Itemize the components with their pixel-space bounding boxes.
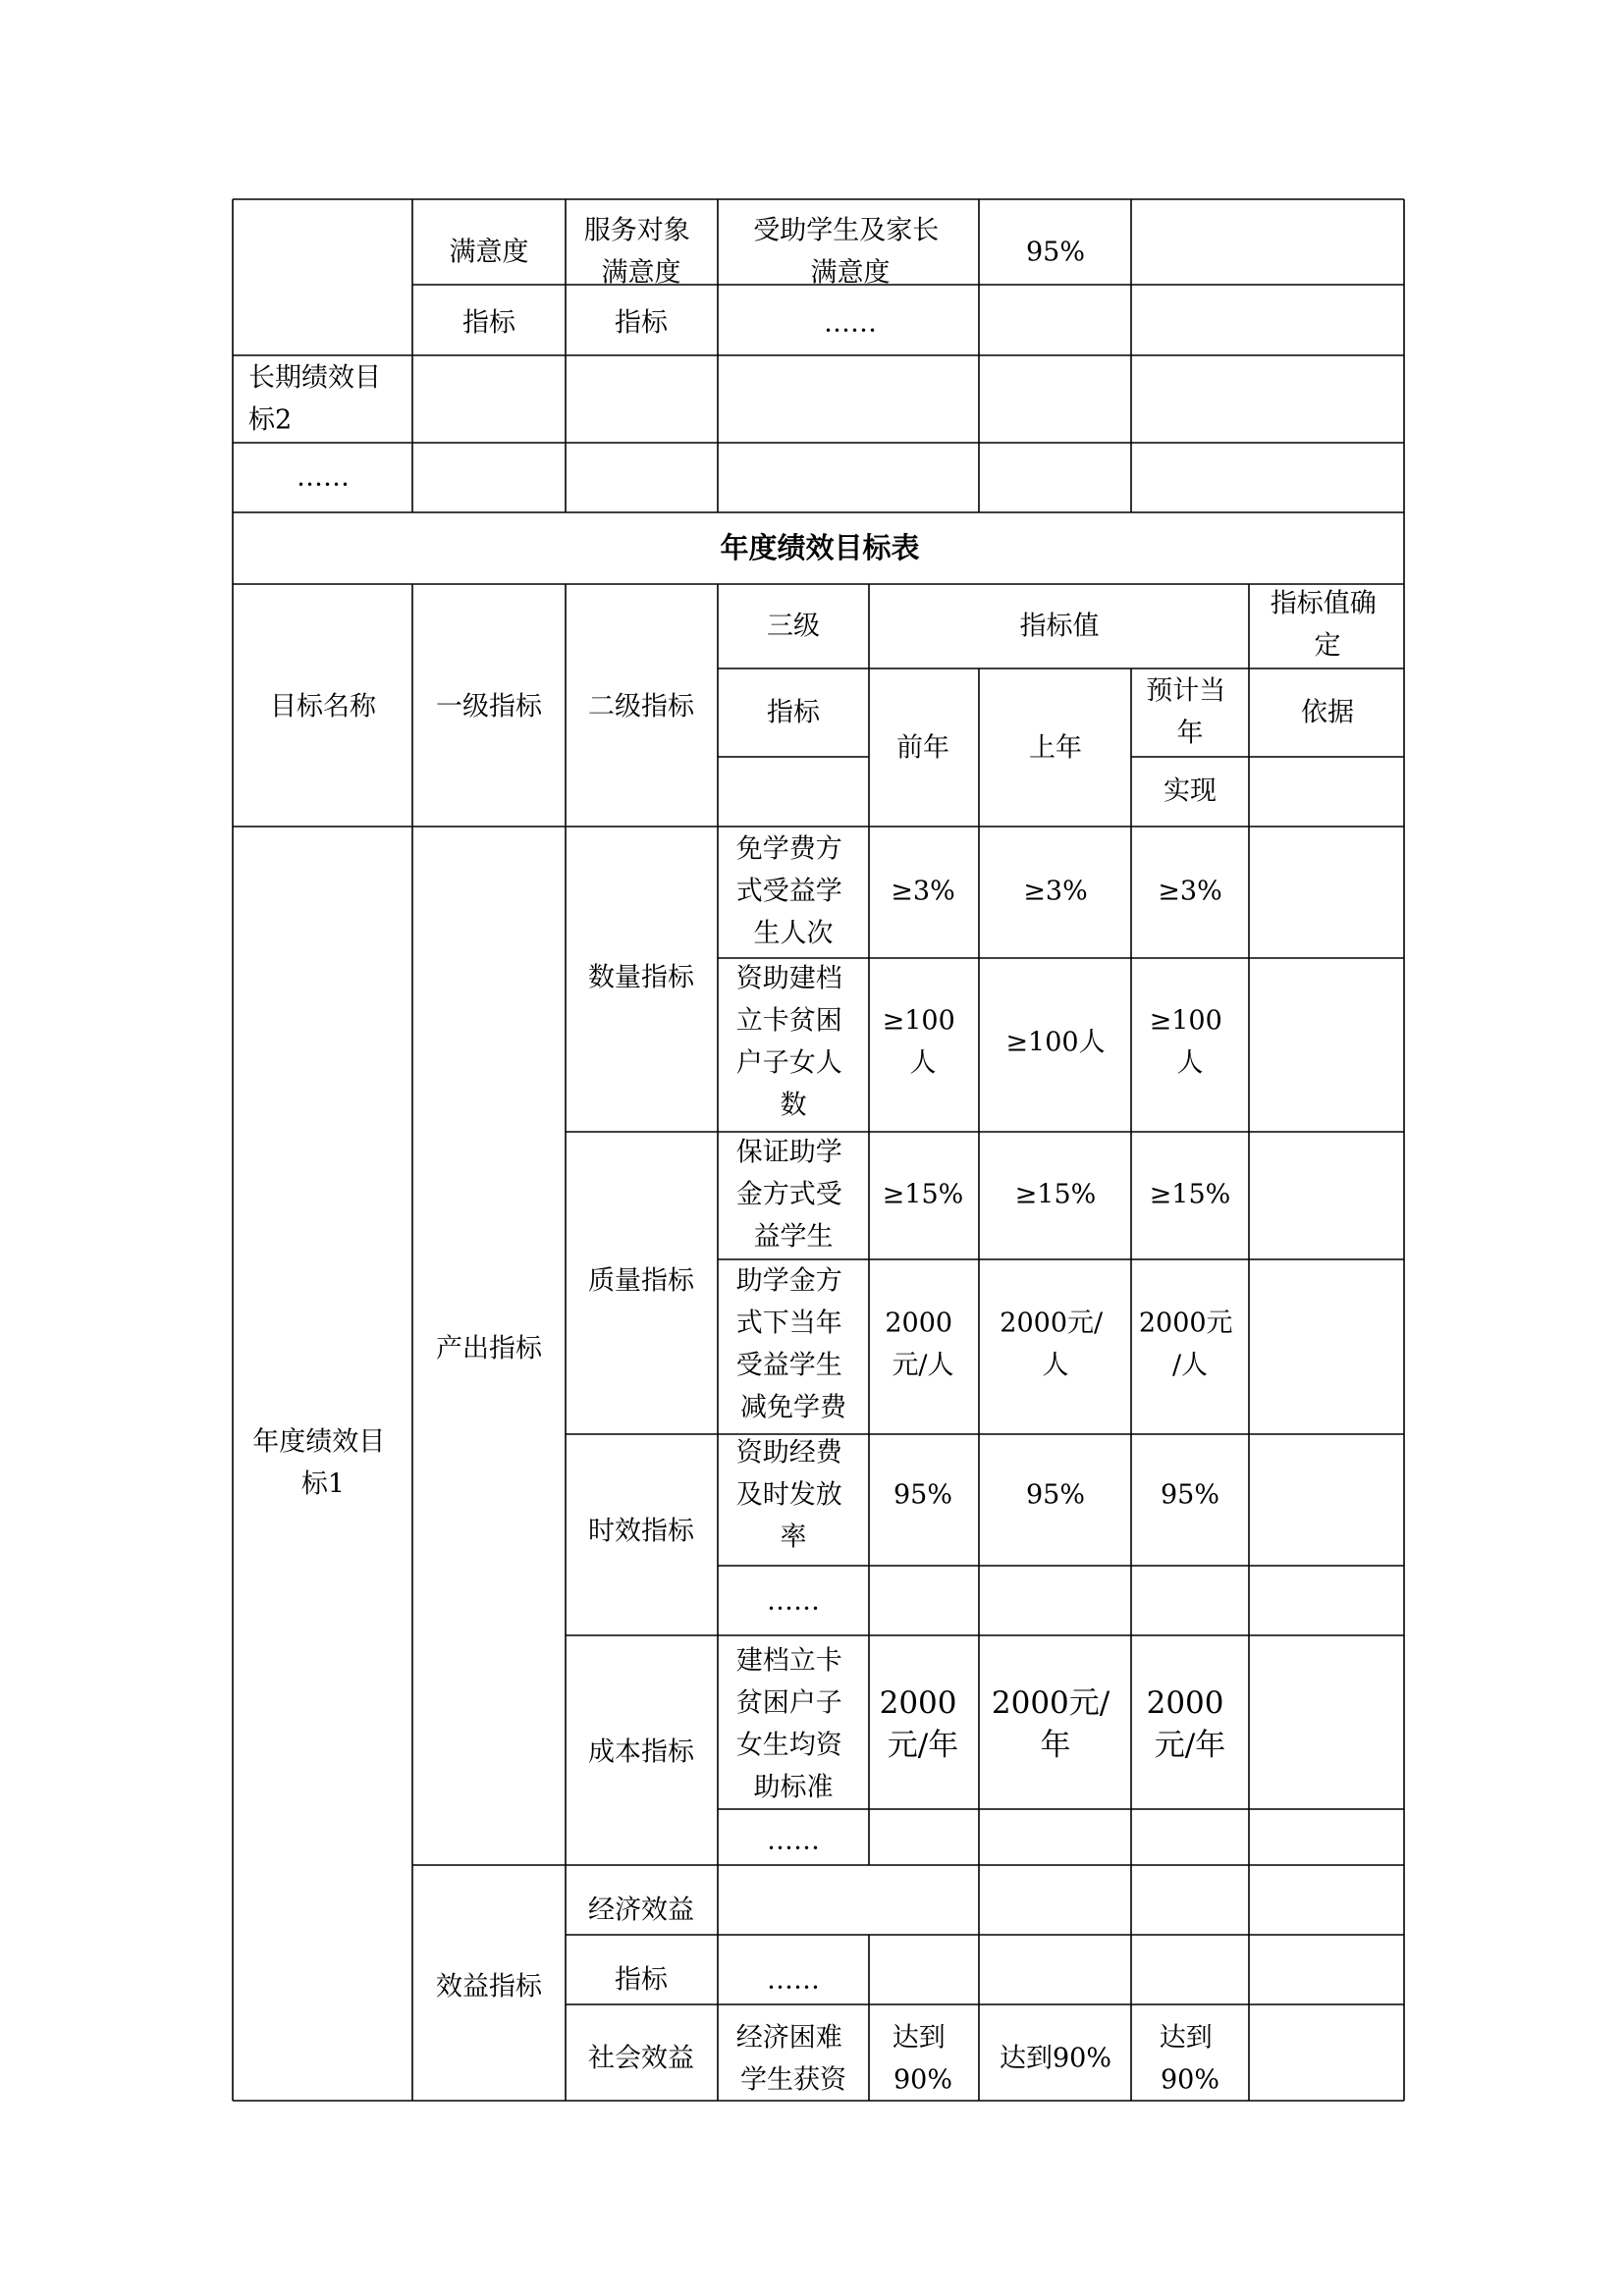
long-ellipsis: …… <box>824 307 877 339</box>
row-4-prev: 95% <box>893 1479 953 1511</box>
long-satisfaction-label: 满意度 <box>449 237 529 268</box>
row-3-prev <box>885 1300 960 1381</box>
row-2-expected: ≥15% <box>1149 1179 1231 1210</box>
header-expected-bottom: 实现 <box>1164 775 1217 807</box>
row-10-last: 达到90% <box>999 2043 1112 2074</box>
quality-indicator-label: 质量指标 <box>588 1265 694 1297</box>
row-6-name-line4: 助标准 <box>753 1772 834 1803</box>
row-2-last: ≥15% <box>1014 1179 1097 1210</box>
social-benefit-label: 社会效益 <box>588 2043 694 2074</box>
header-basis <box>1271 580 1385 662</box>
row-3-name-line1: 助学金方 <box>735 1265 842 1297</box>
header-prev-year: 前年 <box>896 732 949 764</box>
row-1-last: ≥100人 <box>1005 1027 1106 1058</box>
row-4-name <box>736 1429 851 1553</box>
economic-benefit-label: 经济效益 <box>588 1895 694 1926</box>
row-5-name: …… <box>767 1585 820 1617</box>
row-2-name-line2: 金方式受 <box>735 1179 842 1210</box>
row-6-prev-line2: 元/年 <box>887 1728 959 1763</box>
row-4-name-line1: 资助经费 <box>735 1437 842 1468</box>
row-1-name-line3: 户子女人 <box>735 1047 842 1079</box>
long-student-parent-satisfaction <box>753 207 947 289</box>
header-goal-name: 目标名称 <box>270 691 376 722</box>
long-student-parent-line1: 受助学生及家长 <box>753 215 940 246</box>
header-level3-top: 三级 <box>767 611 820 642</box>
row-6-expected-line2: 元/年 <box>1154 1728 1226 1763</box>
long-student-parent-line2: 满意度 <box>810 257 891 289</box>
row-3-prev-line1: 2000 <box>885 1308 953 1339</box>
row-6-last-line2: 年 <box>1040 1728 1071 1763</box>
row-3-last-line1: 2000元/ <box>1000 1308 1104 1339</box>
row-1-prev <box>883 997 964 1079</box>
row-6-name-line2: 贫困户子 <box>735 1687 842 1719</box>
row-10-name <box>736 2014 851 2096</box>
row-1-prev-line1: ≥100 <box>882 1005 955 1037</box>
row-9-name: …… <box>767 1964 820 1996</box>
row-1-expected-line2: 人 <box>1176 1047 1204 1079</box>
row-2-name <box>736 1129 851 1253</box>
row-6-name-line1: 建档立卡 <box>735 1645 842 1677</box>
long-term-goal-2 <box>248 354 390 436</box>
row-0-name-line3: 生人次 <box>753 918 834 949</box>
row-2-prev: ≥15% <box>882 1179 964 1210</box>
row-3-last <box>1000 1300 1110 1381</box>
row-6-prev-line1: 2000 <box>879 1685 957 1721</box>
long-indicator-label-b: 指标 <box>615 307 668 339</box>
annual-goal-1-line2: 标1 <box>300 1468 346 1500</box>
row-3-expected-line1: 2000元 <box>1138 1308 1233 1339</box>
row-0-name-line2: 式受益学 <box>735 876 842 907</box>
header-expected-line2: 年 <box>1176 718 1204 749</box>
annual-table-title: 年度绩效目标表 <box>720 531 920 564</box>
header-basis-line1: 指标值确 <box>1270 588 1377 619</box>
row-1-expected-line1: ≥100 <box>1149 1005 1222 1037</box>
row-4-name-line2: 及时发放 <box>735 1479 842 1511</box>
row-4-name-line3: 率 <box>780 1522 807 1553</box>
header-level3-bottom: 指标 <box>767 697 820 728</box>
row-3-expected-line2: /人 <box>1171 1350 1209 1381</box>
long-service-target-line1: 服务对象 <box>583 215 690 246</box>
header-level1: 一级指标 <box>436 691 542 722</box>
row-7-name: …… <box>767 1825 820 1856</box>
long-satisfaction-value: 95% <box>1025 237 1086 268</box>
annual-goal-1-line1: 年度绩效目 <box>252 1426 386 1458</box>
long-indicator-label-a: 指标 <box>462 307 515 339</box>
row-10-prev-line1: 达到 <box>892 2022 946 2054</box>
row-4-last: 95% <box>1025 1479 1086 1511</box>
row-2-name-line3: 益学生 <box>753 1221 834 1253</box>
long-row-ellipsis: …… <box>297 461 350 493</box>
row-10-name-line1: 经济困难 <box>735 2022 842 2054</box>
header-indicator-value: 指标值 <box>1019 611 1100 642</box>
annual-goal-1 <box>252 1418 394 1500</box>
long-service-target-satisfaction <box>584 207 699 289</box>
row-3-name-line2: 式下当年 <box>735 1308 842 1339</box>
row-4-expected: 95% <box>1160 1479 1220 1511</box>
row-3-last-line2: 人 <box>1042 1350 1069 1381</box>
row-6-last-line1: 2000元/ <box>991 1685 1110 1721</box>
long-term-goal-2-line2: 标2 <box>248 404 293 436</box>
header-basis-line2: 定 <box>1314 630 1341 662</box>
cost-indicator-label: 成本指标 <box>588 1736 694 1768</box>
row-6-name <box>736 1637 851 1803</box>
row-3-name <box>736 1257 851 1423</box>
long-service-target-line2: 满意度 <box>601 257 681 289</box>
row-10-prev-line2: 90% <box>893 2064 953 2096</box>
row-2-name-line1: 保证助学 <box>735 1137 842 1168</box>
row-0-prev: ≥3% <box>891 876 955 907</box>
row-3-name-line4: 减免学费 <box>740 1392 846 1423</box>
header-basis-bottom: 依据 <box>1301 697 1354 728</box>
benefit-indicator-label: 效益指标 <box>436 1971 542 2002</box>
quantity-indicator-label: 数量指标 <box>588 962 694 993</box>
header-level2: 二级指标 <box>588 691 694 722</box>
row-1-name-line4: 数 <box>780 1090 807 1121</box>
row-10-prev <box>893 2014 954 2096</box>
row-3-prev-line2: 元/人 <box>892 1350 954 1381</box>
row-1-prev-line2: 人 <box>909 1047 937 1079</box>
row-6-prev <box>880 1676 967 1763</box>
row-6-last <box>992 1676 1119 1763</box>
header-expected <box>1146 667 1234 749</box>
row-1-name-line2: 立卡贫困 <box>735 1005 842 1037</box>
benefit-sub-indicator-label: 指标 <box>615 1964 668 1996</box>
row-10-name-line2: 学生获资 <box>740 2064 846 2096</box>
long-term-goal-2-line1: 长期绩效目 <box>248 362 381 394</box>
row-3-expected <box>1139 1300 1241 1381</box>
row-0-name <box>736 826 851 949</box>
row-6-name-line3: 女生均资 <box>735 1730 842 1761</box>
row-0-expected: ≥3% <box>1158 876 1222 907</box>
row-0-name-line1: 免学费方 <box>735 833 842 865</box>
row-6-expected <box>1147 1676 1234 1763</box>
output-indicator-label: 产出指标 <box>436 1333 542 1364</box>
row-1-expected <box>1150 997 1231 1079</box>
timeliness-indicator-label: 时效指标 <box>588 1516 694 1547</box>
row-0-last: ≥3% <box>1023 876 1088 907</box>
row-6-expected-line1: 2000 <box>1146 1685 1224 1721</box>
row-3-name-line3: 受益学生 <box>735 1350 842 1381</box>
row-1-name-line1: 资助建档 <box>735 963 842 994</box>
row-10-expected <box>1160 2014 1221 2096</box>
header-expected-line1: 预计当 <box>1146 675 1226 707</box>
row-1-name <box>736 955 851 1121</box>
row-10-expected-line2: 90% <box>1160 2064 1220 2096</box>
header-last-year: 上年 <box>1029 732 1082 764</box>
row-10-expected-line1: 达到 <box>1159 2022 1213 2054</box>
